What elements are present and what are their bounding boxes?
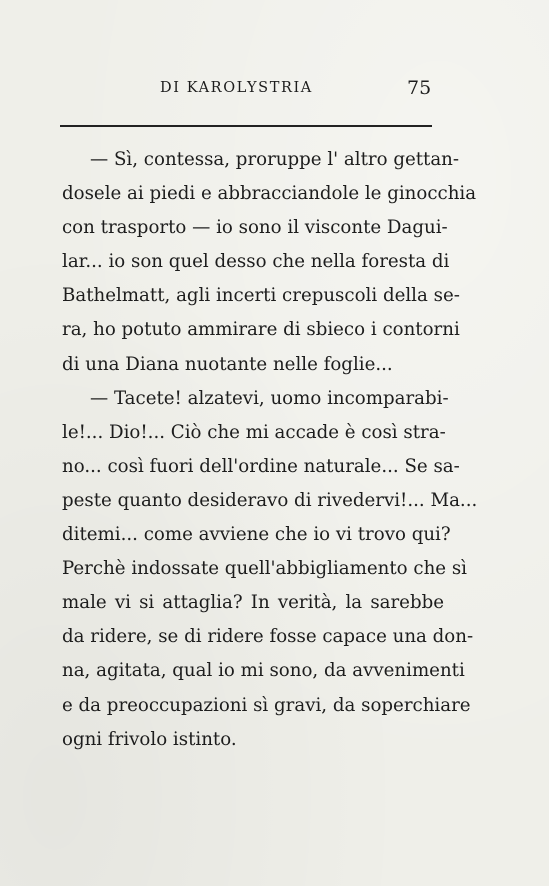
text-line: ditemi... come avviene che io vi trovo qui?: [62, 524, 451, 546]
text-line: — Tacete! alzatevi, uomo incomparabi-: [90, 387, 449, 409]
text-line: peste quanto desideravo di rivedervi!... Ma...: [62, 489, 478, 511]
text-line: ra, ho potuto ammirare di sbieco i contorni: [62, 319, 460, 341]
text-line: da ridere, se di ridere fosse capace una don-: [62, 626, 474, 648]
text-line: con trasporto — io sono il visconte Dagui-: [62, 217, 448, 239]
text-line: Bathelmatt, agli incerti crepuscoli della se-: [62, 285, 460, 307]
text-line: lar... io son quel desso che nella foresta di: [62, 251, 450, 273]
body-text: [62, 143, 478, 757]
page-number: 75: [407, 77, 432, 99]
header-rule: [60, 125, 432, 127]
text-line: — Sì, contessa, proruppe l' altro gettan-: [90, 149, 460, 170]
text-line: no... così fuori dell'ordine naturale... Se sa-: [62, 455, 460, 477]
text-line: Perchè indossate quell'abbigliamento che sì: [62, 558, 467, 580]
text-line: male vi si attaglia? In verità, la sarebbe: [62, 592, 444, 614]
text-line: e da preoccupazioni sì gravi, da soperchiare: [62, 694, 471, 716]
text-line: na, agitata, qual io mi sono, da avvenimenti: [62, 660, 465, 682]
running-title: DI KAROLYSTRIA: [160, 80, 313, 96]
text-line: ogni frivolo istinto.: [62, 728, 237, 750]
text-line: dosele ai piedi e abbracciandole le ginocchia: [62, 183, 477, 205]
text-line: le!... Dio!... Ciò che mi accade è così stra-: [62, 421, 446, 443]
text-line: di una Diana nuotante nelle foglie...: [62, 353, 393, 375]
